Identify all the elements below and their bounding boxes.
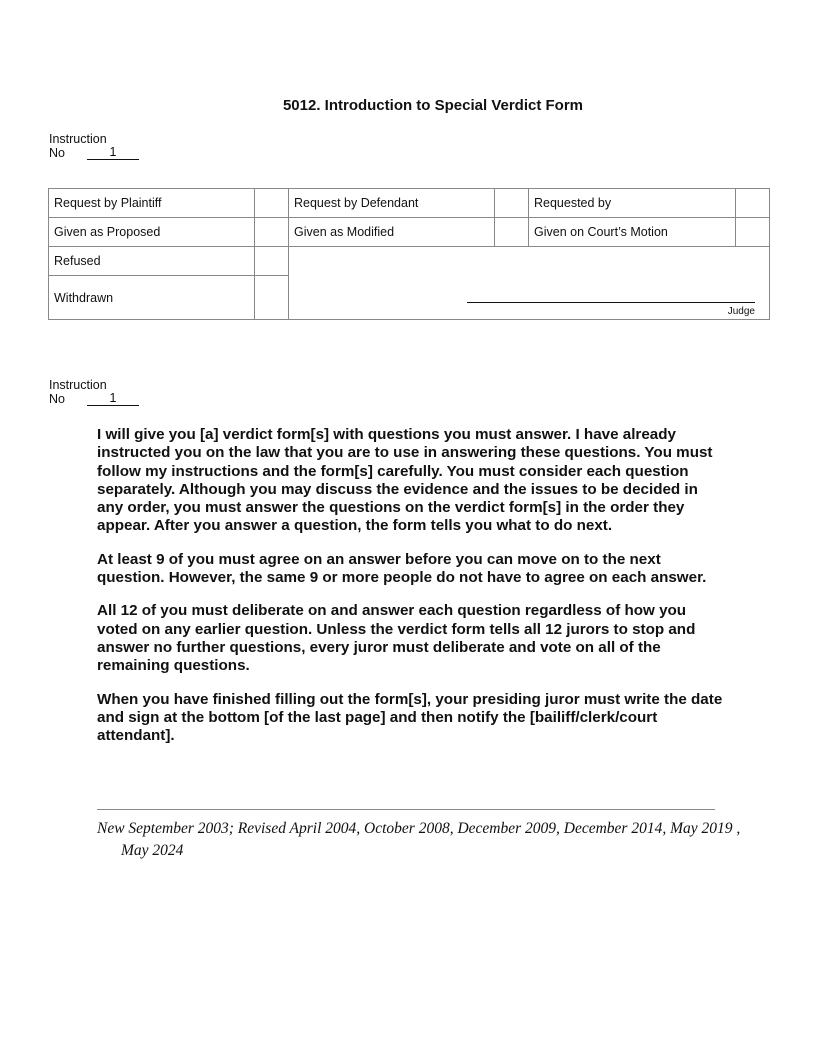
no-label: No — [49, 392, 65, 406]
given-on-courts-motion-checkbox[interactable] — [736, 218, 770, 247]
request-disposition-table — [48, 188, 770, 320]
page-title: 5012. Introduction to Special Verdict Form — [282, 97, 584, 114]
given-as-proposed-checkbox[interactable] — [255, 218, 289, 247]
instruction-body — [97, 426, 725, 760]
request-by-defendant-label: Request by Defendant — [289, 189, 495, 218]
instruction-label: Instruction — [49, 378, 107, 392]
instruction-label: Instruction — [49, 132, 107, 146]
given-as-proposed-label: Given as Proposed — [49, 218, 255, 247]
refused-checkbox[interactable] — [255, 247, 289, 276]
withdrawn-label: Withdrawn — [49, 276, 255, 320]
request-by-plaintiff-checkbox[interactable] — [255, 189, 289, 218]
withdrawn-checkbox[interactable] — [255, 276, 289, 320]
judge-signature-line[interactable] — [467, 302, 755, 303]
no-label: No — [49, 146, 65, 160]
request-by-plaintiff-label: Request by Plaintiff — [49, 189, 255, 218]
given-as-modified-checkbox[interactable] — [495, 218, 529, 247]
judge-signature-area — [289, 247, 770, 320]
divider — [97, 809, 715, 810]
instruction-number-block-bottom — [49, 378, 139, 406]
paragraph-agreement: At least 9 of you must agree on an answer before you can move on to the next question. However, the same 9 or more people do not have to agree on each answer. — [97, 550, 707, 587]
paragraph-verdict-form: I will give you [a] verdict form[s] with questions you must answer. I have already instructed you on the law that you are to use in answering these questions. You must follow my instructions and the form[s] carefully. You must consider each question separately. Although you may discuss the evidence and the issues to be decided in any order, you must answer the questions on the verdict form[s] in the order they appear. After you answer a question, the form tells you what to do next. — [97, 426, 713, 535]
request-by-defendant-checkbox[interactable] — [495, 189, 529, 218]
revision-history: New September 2003; Revised April 2004, October 2008, December 2009, December 2014, May 2019 , May 2024 — [97, 820, 741, 859]
requested-by-label: Requested by — [529, 189, 736, 218]
instruction-number: 1 — [87, 392, 139, 406]
given-as-modified-label: Given as Modified — [289, 218, 495, 247]
requested-by-checkbox[interactable] — [736, 189, 770, 218]
instruction-number: 1 — [87, 146, 139, 160]
paragraph-completion: When you have finished filling out the form[s], your presiding juror must write the date and sign at the bottom [of the last page] and then notify the [bailiff/clerk/court attendant]. — [97, 690, 723, 745]
refused-label: Refused — [49, 247, 255, 276]
paragraph-deliberation: All 12 of you must deliberate on and answer each question regardless of how you voted on any earlier question. Unless the verdict form tells all 12 jurors to stop and answer no further questions, every juror must deliberate and vote on all of the remaining questions. — [97, 602, 696, 675]
instruction-number-block-top — [49, 132, 139, 160]
given-on-courts-motion-label: Given on Court’s Motion — [529, 218, 736, 247]
judge-label: Judge — [727, 306, 755, 317]
